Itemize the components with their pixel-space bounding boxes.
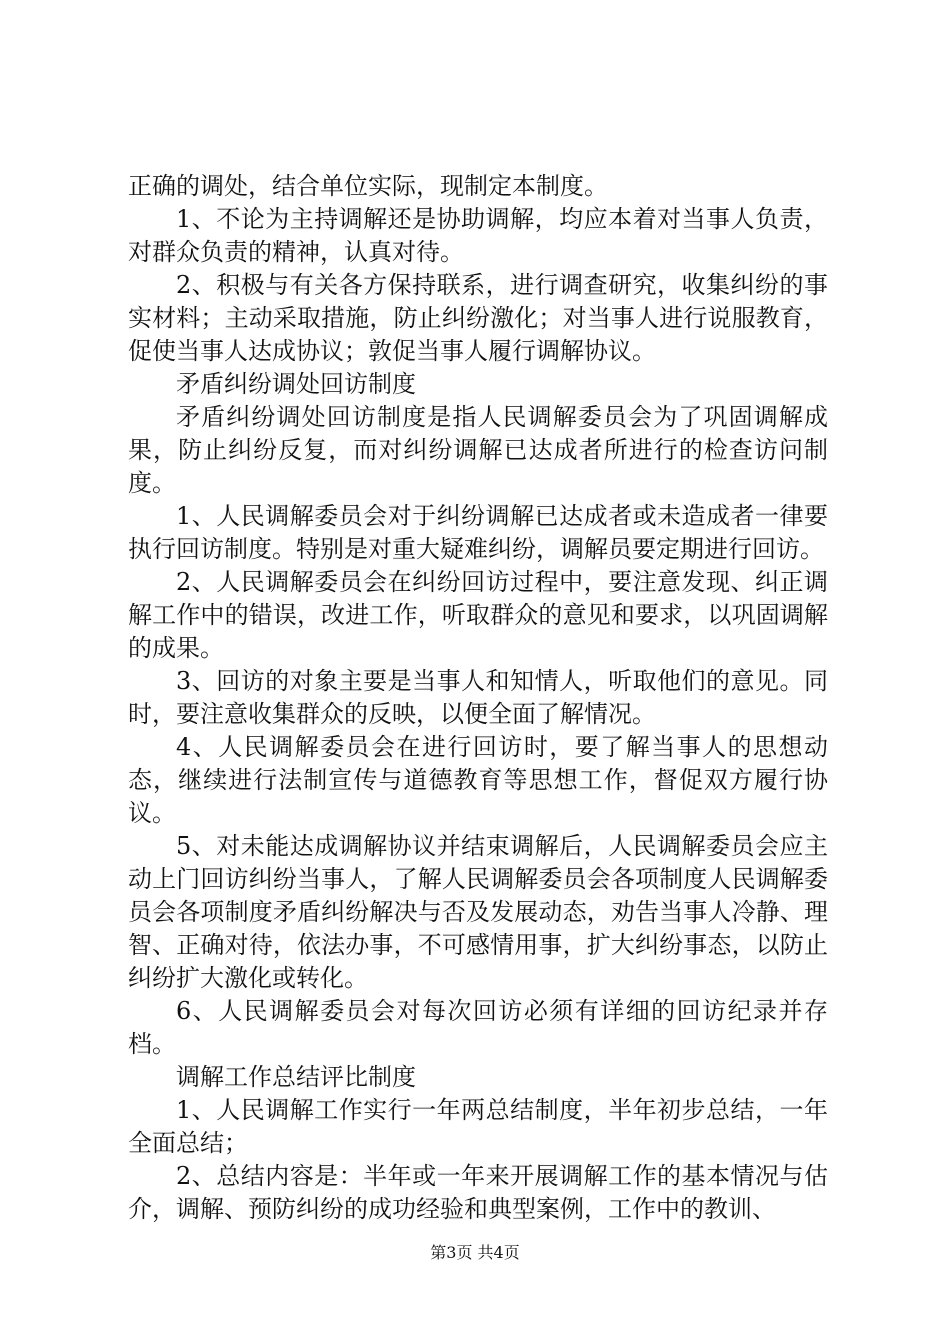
paragraph-item-2: 2、积极与有关各方保持联系，进行调查研究，收集纠纷的事实材料；主动采取措施，防止纠纷激化；对当事人进行说服教育，促使当事人达成协议；敦促当事人履行调解协议。: [128, 271, 828, 365]
paragraph-revisit-1: 1、人民调解委员会对于纠纷调解已达成者或未造成者一律要执行回访制度。特别是对重大疑难纠纷，调解员要定期进行回访。: [128, 502, 828, 563]
paragraph-revisit-3: 3、回访的对象主要是当事人和知情人，听取他们的意见。同时，要注意收集群众的反映，以便全面了解情况。: [128, 667, 828, 728]
document-body: [128, 170, 828, 1226]
paragraph-revisit-6: 6、人民调解委员会对每次回访必须有详细的回访纪录并存档。: [128, 997, 828, 1058]
paragraph-revisit-4: 4、人民调解委员会在进行回访时，要了解当事人的思想动态，继续进行法制宣传与道德教育等思想工作，督促双方履行协议。: [128, 733, 828, 827]
paragraph-item-1: 1、不论为主持调解还是协助调解，均应本着对当事人负责，对群众负责的精神，认真对待。: [128, 205, 828, 266]
paragraph-intro: 正确的调处，结合单位实际，现制定本制度。: [128, 172, 608, 200]
section-heading-summary: 调解工作总结评比制度: [176, 1063, 416, 1091]
paragraph-summary-2: 2、总结内容是：半年或一年来开展调解工作的基本情况与估介，调解、预防纠纷的成功经验和典型案例，工作中的教训、: [128, 1162, 828, 1223]
page-number-footer: 第3页 共4页: [430, 1243, 520, 1262]
paragraph-summary-1: 1、人民调解工作实行一年两总结制度，半年初步总结，一年全面总结；: [128, 1096, 828, 1157]
paragraph-revisit-definition: 矛盾纠纷调处回访制度是指人民调解委员会为了巩固调解成果，防止纠纷反复，而对纠纷调解已达成者所进行的检查访问制度。: [128, 403, 828, 497]
paragraph-revisit-2: 2、人民调解委员会在纠纷回访过程中，要注意发现、纠正调解工作中的错误，改进工作，听取群众的意见和要求，以巩固调解的成果。: [128, 568, 828, 662]
section-heading-revisit: 矛盾纠纷调处回访制度: [176, 370, 416, 398]
paragraph-revisit-5: 5、对未能达成调解协议并结束调解后，人民调解委员会应主动上门回访纠纷当事人，了解人民调解委员会各项制度人民调解委员会各项制度矛盾纠纷解决与否及发展动态，劝告当事人冷静、理智、正确对待，依法办事，不可感情用事，扩大纠纷事态，以防止纠纷扩大激化或转化。: [128, 832, 828, 992]
